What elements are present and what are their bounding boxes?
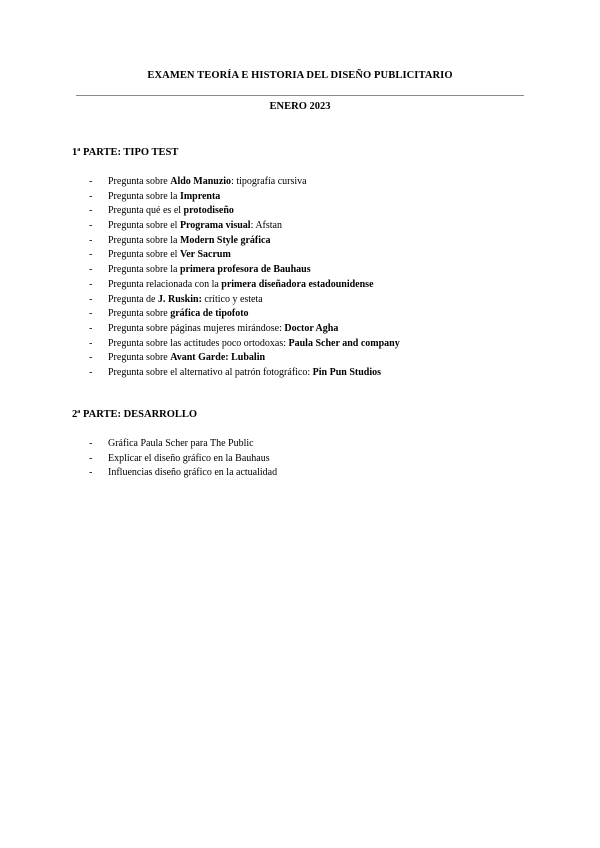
item-text: Pregunta sobre la — [108, 264, 180, 276]
list-item — [89, 351, 400, 366]
list-item — [89, 248, 400, 263]
list-item — [89, 337, 400, 352]
item-tail: crítico y esteta — [201, 293, 263, 305]
list-item — [89, 278, 400, 293]
bullet-dash: - — [89, 452, 93, 464]
bullet-dash: - — [89, 176, 93, 187]
item-text: Pregunta sobre — [108, 176, 171, 187]
item-text: Pregunta de — [108, 293, 158, 305]
list-item — [89, 452, 277, 467]
list-item — [89, 322, 400, 337]
item-keyword: protodiseño — [183, 205, 234, 217]
bullet-dash: - — [89, 467, 93, 479]
development-question-list — [89, 437, 277, 481]
list-item — [89, 190, 400, 205]
document-title: EXAMEN TEORÍA E HISTORIA DEL DISEÑO PUBLICITARIO — [147, 70, 453, 81]
bullet-dash: - — [89, 278, 93, 290]
item-keyword: Aldo Manuzio — [170, 176, 232, 187]
item-text: Influencias diseño gráfico en la actualidad — [108, 467, 278, 479]
item-keyword: primera diseñadora estadounidense — [221, 278, 374, 290]
bullet-dash: - — [89, 190, 93, 202]
bullet-dash: - — [89, 220, 93, 232]
bullet-dash: - — [89, 352, 93, 364]
item-text: Pregunta sobre páginas mujeres mirándose: — [108, 322, 285, 334]
list-item — [89, 437, 277, 452]
bullet-dash: - — [89, 234, 93, 246]
bullet-dash: - — [89, 438, 93, 449]
item-text: Pregunta sobre el alternativo al patrón fotográfico: — [108, 366, 313, 378]
bullet-dash: - — [89, 293, 93, 305]
item-keyword: Doctor Agha — [284, 322, 339, 334]
item-keyword: Ver Sacrum — [179, 249, 231, 261]
item-text: Pregunta sobre el — [108, 220, 180, 232]
item-keyword: Paula Scher and company — [288, 337, 400, 349]
test-question-list — [89, 175, 400, 381]
item-text: Explicar el diseño gráfico en la Bauhaus — [108, 452, 270, 464]
item-keyword: primera profesora de Bauhaus — [179, 264, 311, 276]
item-keyword: Programa visual — [179, 220, 251, 232]
bullet-dash: - — [89, 264, 93, 276]
bullet-dash: - — [89, 322, 93, 334]
bullet-dash: - — [89, 249, 93, 261]
list-item — [89, 175, 400, 190]
list-item — [89, 293, 400, 308]
list-item — [89, 219, 400, 234]
item-tail: : tipografía cursiva — [231, 176, 307, 187]
list-item — [89, 263, 400, 278]
section-heading-test: 1ª PARTE: TIPO TEST — [72, 147, 179, 158]
item-tail: : Afstan — [250, 220, 282, 232]
bullet-dash: - — [89, 308, 93, 320]
item-text: Pregunta sobre el — [108, 249, 180, 261]
item-keyword: Avant Garde: Lubalin — [170, 352, 266, 364]
bullet-dash: - — [89, 337, 93, 349]
section-heading-desarrollo: 2ª PARTE: DESARROLLO — [72, 409, 198, 420]
item-text: Pregunta qué es el — [108, 205, 184, 217]
item-keyword: J. Ruskin: — [158, 293, 202, 305]
item-keyword: gráfica de tipofoto — [170, 308, 249, 320]
list-item — [89, 204, 400, 219]
item-text: Gráfica Paula Scher para The Public — [108, 438, 254, 449]
list-item — [89, 366, 400, 381]
item-keyword: Pin Pun Studios — [312, 366, 382, 378]
item-text: Pregunta sobre la — [108, 234, 180, 246]
document-date: ENERO 2023 — [269, 101, 331, 112]
item-text: Pregunta sobre — [108, 308, 171, 320]
item-keyword: Imprenta — [179, 190, 221, 202]
item-text: Pregunta sobre las actitudes poco ortodoxas: — [108, 337, 289, 349]
item-text: Pregunta sobre — [108, 352, 171, 364]
item-keyword: Modern Style gráfica — [179, 234, 271, 246]
title-underline — [76, 95, 524, 96]
item-text: Pregunta relacionada con la — [108, 278, 222, 290]
list-item — [89, 307, 400, 322]
list-item — [89, 466, 277, 481]
bullet-dash: - — [89, 366, 93, 378]
bullet-dash: - — [89, 205, 93, 217]
item-text: Pregunta sobre la — [108, 190, 180, 202]
list-item — [89, 234, 400, 249]
